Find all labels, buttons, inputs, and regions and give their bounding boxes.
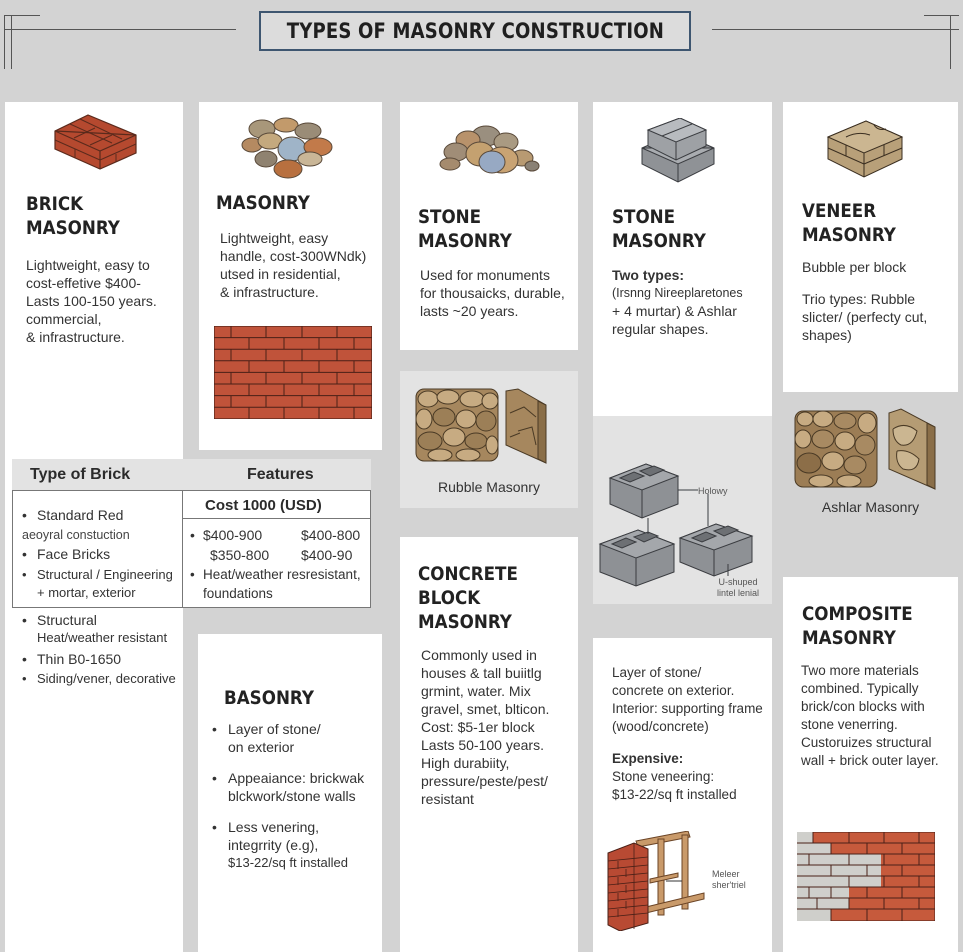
stone-masonry-1-description: Used for monuments for thousaicks, durable, lasts ~20 years. [420, 267, 565, 319]
composite-wall-illustration [797, 832, 935, 921]
frame-rule-left-top [4, 15, 40, 16]
brick-type-structural-2: • Structural [22, 612, 97, 628]
basonry-bullet-3: • Less venering, integrrity (e.g), $13-22/sq ft installed [208, 818, 384, 872]
brick-table-divider-v [182, 490, 183, 608]
page-title: TYPES OF MASONRY CONSTRUCTION [286, 19, 664, 43]
veneer-block-icon [826, 117, 904, 179]
brick-table-header-features: Features [247, 466, 314, 483]
basonry-bullet-2: • Appeaiance: brickwak blckwork/stone walls [208, 769, 384, 805]
rubble-wall-illustration [414, 387, 550, 465]
ashlar-wall-illustration [793, 407, 939, 493]
brick-table-right-column [190, 526, 370, 602]
brick-type-face: • Face Bricks [22, 546, 111, 562]
basonry-bullet-1: • Layer of stone/ on exterior [208, 720, 384, 756]
ashlar-masonry-caption: Ashlar Masonry [821, 499, 920, 515]
masonry-heading: MASONRY [216, 192, 310, 214]
stone-pile-icon [240, 117, 336, 179]
brick-table-subheader: Cost 1000 (USD) [205, 497, 322, 514]
composite-masonry-heading: COMPOSITE MASONRY [802, 603, 913, 649]
brick-stack-icon [50, 113, 140, 171]
price-row-2: $350-800 $400-90 [210, 546, 353, 563]
frame-rule-right-top [924, 15, 959, 16]
brick-table-left-column [22, 506, 182, 601]
brick-table-divider-h [182, 518, 371, 519]
basonry-heading: BASONRY [224, 687, 315, 709]
brick-table-header-type: Type of Brick [30, 466, 131, 483]
veneer-frame-label: Meleer sher'triel [712, 869, 746, 890]
veneer-masonry-description: Bubble per block Trio types: Rubble slicter/ (perfecty cut, shapes) [802, 259, 928, 343]
basonry-bullets [208, 720, 384, 872]
frame-rule-right-v1 [950, 15, 951, 69]
stone-masonry-2-heading: STONE MASONRY [612, 206, 706, 252]
features-text-2: foundations [203, 585, 273, 601]
veneer-masonry-heading: VENEER MASONRY [802, 200, 896, 246]
masonry-description: Lightweight, easy handle, cost-300WNdk) utsed in residential, & infrastructure. [220, 230, 367, 300]
brick-type-structural: • Structural / Engineering [22, 566, 173, 582]
brick-table-below-list [22, 610, 187, 689]
brick-type-standard-red: • Standard Red [22, 507, 124, 523]
brick-masonry-description: Lightweight, easy to cost-effetive $400- Lasts 100-150 years. commercial, & infrastructure. [26, 257, 157, 345]
stone-masonry-1-heading: STONE MASONRY [418, 206, 512, 252]
ashlar-block-icon [640, 118, 716, 184]
rubble-masonry-caption: Rubble Masonry [438, 479, 540, 495]
brick-type-structural-note: + mortar, exterior [37, 585, 136, 600]
stone-masonry-2-description: Two types: (Irsnng Nireeplaretones + 4 murtar) & Ashlar regular shapes. [612, 267, 743, 337]
features-text: • Heat/weather resresistant, [190, 567, 361, 582]
page-title-box [259, 11, 691, 51]
frame-rule-left [4, 29, 236, 30]
brick-type-structural-2-note: Heat/weather resistant [37, 630, 168, 645]
concrete-block-masonry-heading: CONCRETE BLOCK MASONRY [418, 563, 518, 633]
price-row-1: • $400-900 $400-800 [190, 527, 361, 543]
composite-masonry-description: Two more materials combined. Typically brick/con blocks with stone venerring. Custoruizes structural wall + brick outer layer. [801, 663, 939, 768]
stone-pile-icon-2 [436, 124, 540, 174]
hollow-block-label: Holowy [698, 486, 728, 496]
concrete-block-masonry-description: Commonly used in houses & tall buiitlg grmint, water. Mix gravel, smet, blticon. Cost: $5-1er block Lasts 50-100 years. High durabiity, pressure/peste/pest/ resistant [421, 647, 550, 807]
brick-type-note: aeoyral constuction [22, 527, 130, 542]
brick-type-thin: • Thin B0-1650 [22, 651, 122, 667]
u-shaped-lintel-label: U-shuped lintel lenial [717, 577, 760, 598]
brick-masonry-heading: BRICK MASONRY [26, 193, 120, 239]
frame-rule-left-v2 [11, 15, 12, 69]
veneer-detail-description: Layer of stone/ concrete on exterior. Interior: supporting frame (wood/concrete) Expensive: Stone veneering: $13-22/sq ft installed [612, 665, 763, 802]
frame-rule-right [712, 29, 959, 30]
veneer-frame-illustration [606, 831, 716, 931]
brick-wall-illustration [214, 326, 372, 419]
brick-type-siding: • Siding/vener, decorative [22, 671, 176, 686]
frame-rule-left-v1 [4, 15, 5, 69]
